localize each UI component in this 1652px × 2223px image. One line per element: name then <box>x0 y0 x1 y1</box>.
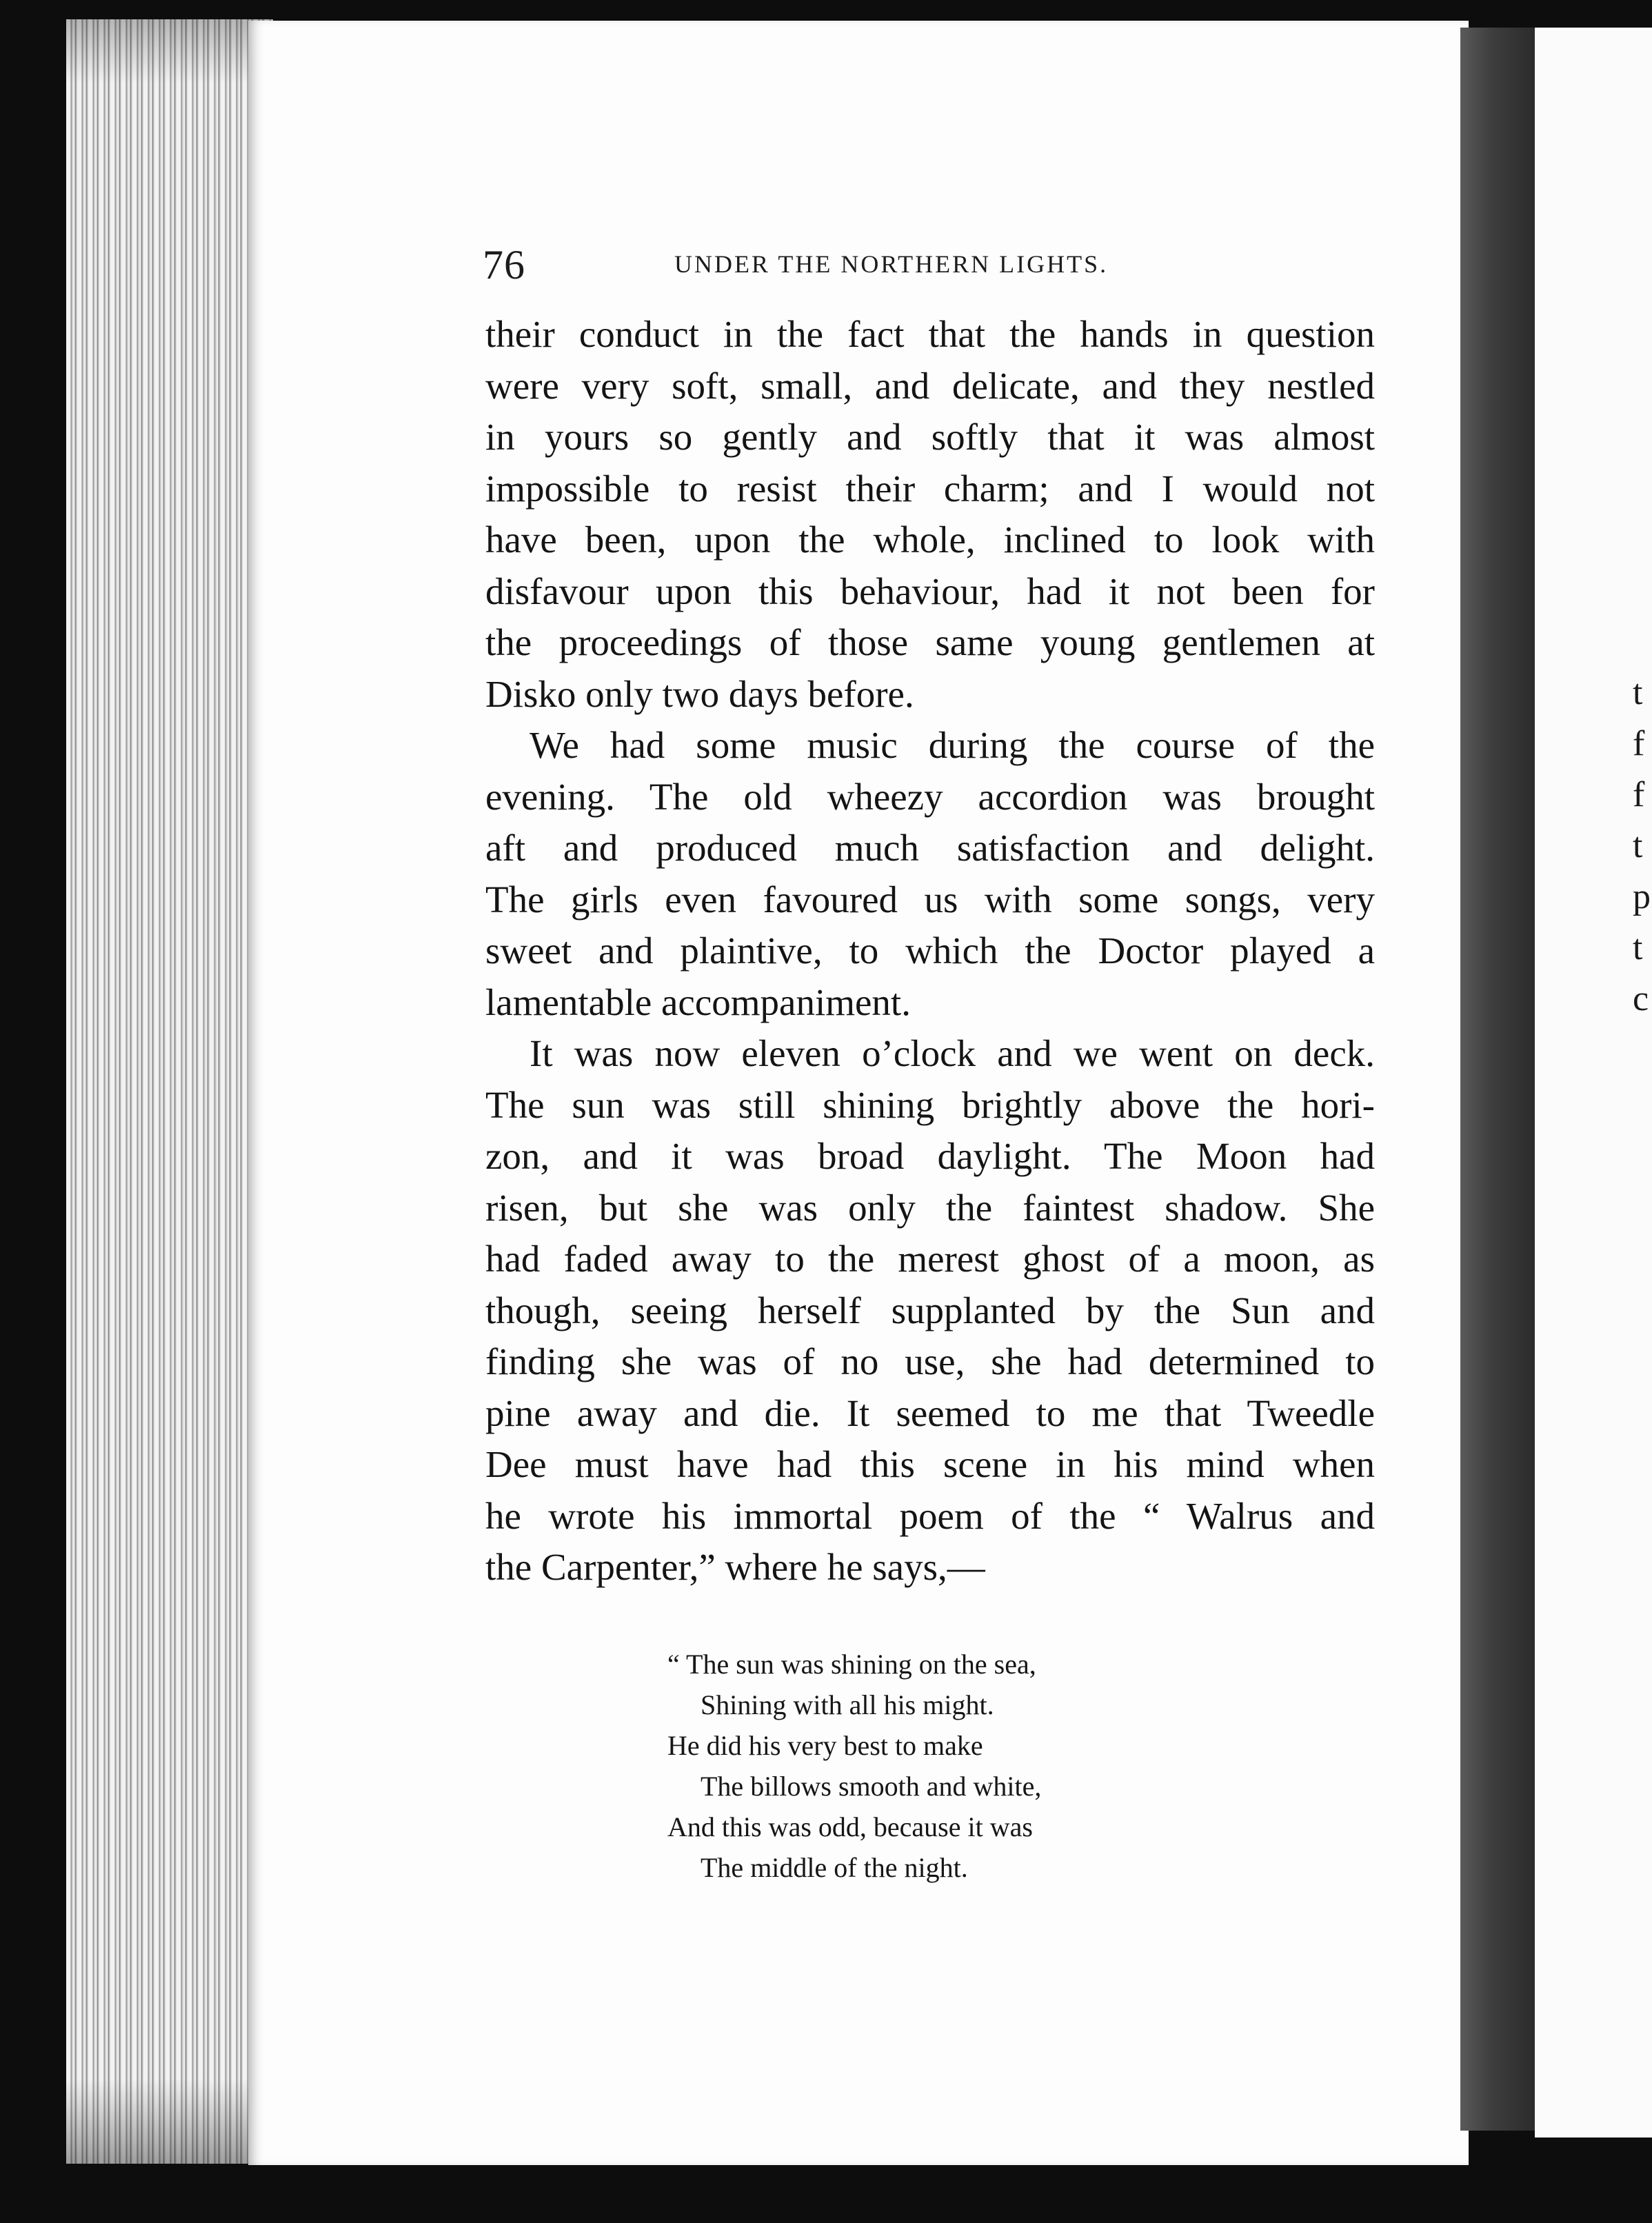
text-line: he wrote his immortal poem of the “ Walrus and <box>485 1494 1375 1537</box>
text-line: The sun was still shining brightly above the hori- <box>485 1083 1375 1126</box>
text-line: zon, and it was broad daylight. The Moon had <box>485 1135 1375 1177</box>
facing-fragment: t <box>1633 928 1643 967</box>
poem-line: And this was odd, because it was <box>667 1811 1033 1842</box>
facing-fragment: f <box>1633 775 1645 814</box>
poem-line: The middle of the night. <box>701 1852 968 1883</box>
text-line: risen, but she was only the faintest shadow. She <box>485 1186 1375 1229</box>
text-line: were very soft, small, and delicate, and they nestled <box>485 364 1375 407</box>
text-line: aft and produced much satisfaction and delight. <box>485 827 1375 869</box>
text-line: lamentable accompaniment. <box>485 980 911 1023</box>
poem-line: Shining with all his might. <box>701 1689 994 1720</box>
paragraph <box>485 309 1375 720</box>
body-text <box>485 309 1375 1593</box>
facing-fragment: t <box>1633 826 1643 865</box>
text-line: though, seeing herself supplanted by the Sun and <box>485 1289 1375 1331</box>
text-line: It was now eleven o’clock and we went on deck. <box>530 1032 1375 1074</box>
text-line: their conduct in the fact that the hands in question <box>485 313 1375 355</box>
running-title: UNDER THE NORTHERN LIGHTS. <box>674 250 1109 278</box>
text-line: We had some music during the course of the <box>530 724 1375 766</box>
text-line: evening. The old wheezy accordion was brought <box>485 775 1375 818</box>
text-line: have been, upon the whole, inclined to look with <box>485 519 1375 561</box>
text-line: Disko only two days before. <box>485 672 914 715</box>
facing-page-text <box>1633 667 1652 1025</box>
facing-fragment: c <box>1633 979 1649 1018</box>
poem-line: He did his very best to make <box>667 1730 983 1761</box>
text-line: impossible to resist their charm; and I would not <box>485 467 1375 510</box>
text-line: sweet and plaintive, to which the Doctor played a <box>485 929 1375 972</box>
page-number: 76 <box>483 242 525 288</box>
text-line: in yours so gently and softly that it was almost <box>485 416 1375 458</box>
text-line: finding she was of no use, she had determined to <box>485 1340 1375 1382</box>
paragraph <box>485 720 1375 1028</box>
text-line: the Carpenter,” where he says,— <box>485 1546 985 1588</box>
text-line: disfavour upon this behaviour, had it not been for <box>485 570 1375 612</box>
facing-fragment: p <box>1633 877 1651 916</box>
facing-fragment: t <box>1633 673 1643 712</box>
poem-quotation <box>667 1644 1164 1888</box>
text-line: Dee must have had this scene in his mind when <box>485 1443 1375 1485</box>
book-gutter <box>1460 28 1538 2131</box>
text-line: The girls even favoured us with some songs, very <box>485 878 1375 921</box>
text-line: pine away and die. It seemed to me that Tweedle <box>485 1391 1375 1434</box>
text-line: had faded away to the merest ghost of a moon, as <box>485 1238 1375 1280</box>
facing-page <box>1535 28 1652 2138</box>
facing-fragment: f <box>1633 724 1645 763</box>
paragraph <box>485 1028 1375 1593</box>
poem-line: The billows smooth and white, <box>701 1771 1042 1802</box>
page-stack-shading <box>66 19 273 2164</box>
poem-line: “ The sun was shining on the sea, <box>667 1649 1036 1680</box>
text-line: the proceedings of those same young gentlemen at <box>485 621 1375 663</box>
running-head <box>483 241 1186 287</box>
